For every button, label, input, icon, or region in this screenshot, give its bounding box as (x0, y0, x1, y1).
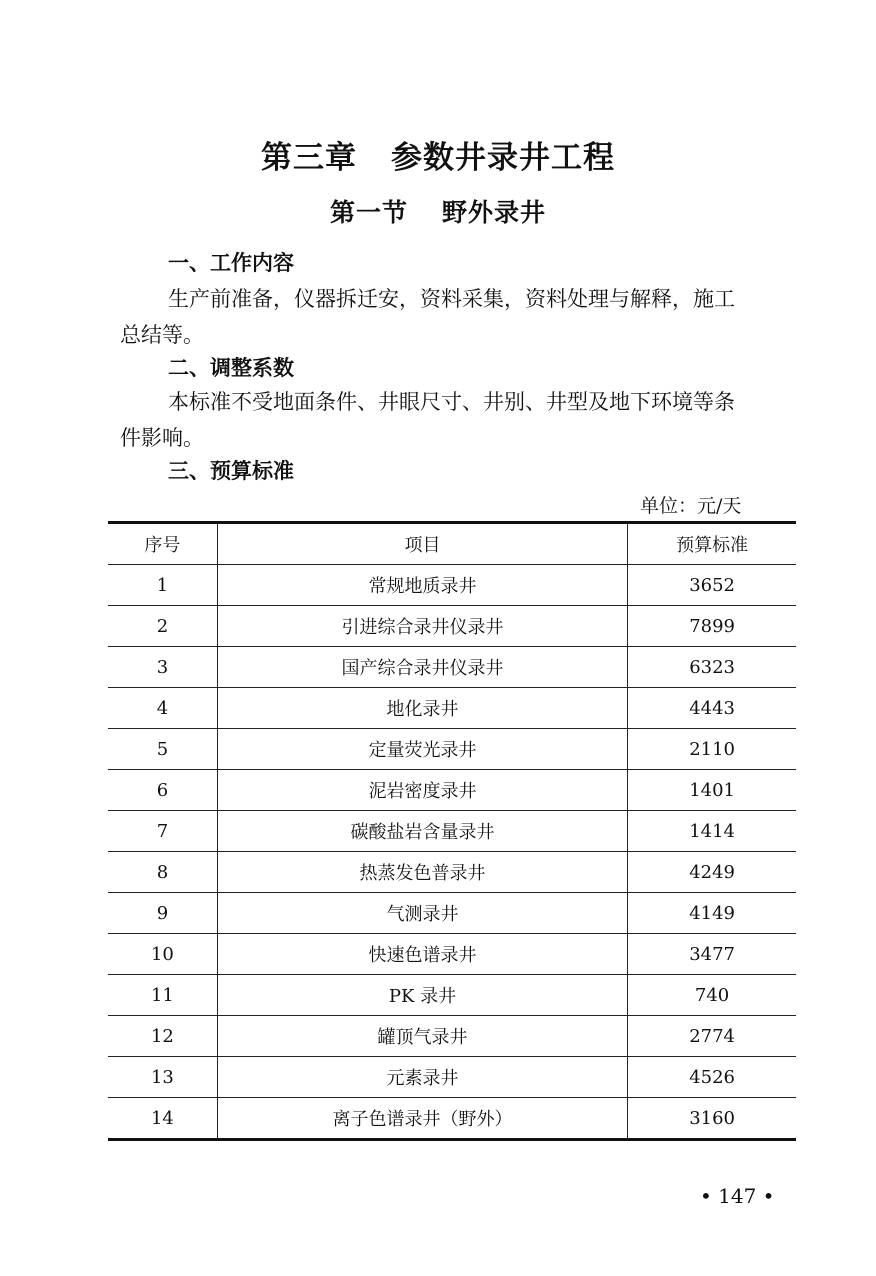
cell-item: 引进综合录井仪录井 (217, 606, 627, 647)
chapter-prefix: 第三章 (261, 140, 357, 176)
header-item: 项目 (217, 523, 627, 565)
table-row (108, 606, 796, 647)
table-row (108, 647, 796, 688)
heading-adjustment-factor: 二、调整系数 (168, 355, 294, 380)
cell-no: 2 (108, 606, 217, 647)
cell-no: 7 (108, 811, 217, 852)
cell-value: 1414 (628, 811, 796, 852)
cell-value: 2774 (628, 1016, 796, 1057)
cell-no: 5 (108, 729, 217, 770)
cell-value: 7899 (628, 606, 796, 647)
cell-item: 泥岩密度录井 (217, 770, 627, 811)
table-row (108, 1057, 796, 1098)
paragraph-line: 本标准不受地面条件、井眼尺寸、井别、井型及地下环境等条 (168, 390, 735, 414)
cell-item: 离子色谱录井（野外） (217, 1098, 627, 1140)
paragraph-work-content (120, 281, 786, 353)
cell-item: 定量荧光录井 (217, 729, 627, 770)
heading-budget-standard: 三、预算标准 (168, 458, 294, 483)
heading-work-content: 一、工作内容 (168, 250, 294, 275)
chapter-name: 参数井录井工程 (391, 140, 615, 176)
budget-table (108, 521, 796, 1141)
cell-item: 气测录井 (217, 893, 627, 934)
cell-no: 3 (108, 647, 217, 688)
cell-no: 1 (108, 565, 217, 606)
cell-item: 碳酸盐岩含量录井 (217, 811, 627, 852)
cell-no: 11 (108, 975, 217, 1016)
cell-no: 8 (108, 852, 217, 893)
paragraph-line: 总结等。 (120, 323, 204, 347)
section-prefix: 第一节 (329, 198, 408, 227)
table-row (108, 729, 796, 770)
cell-no: 10 (108, 934, 217, 975)
table-header-row (108, 523, 796, 565)
cell-value: 3160 (628, 1098, 796, 1140)
cell-value: 3477 (628, 934, 796, 975)
table-row (108, 688, 796, 729)
cell-no: 4 (108, 688, 217, 729)
header-value: 预算标准 (628, 523, 796, 565)
table-row (108, 565, 796, 606)
cell-no: 6 (108, 770, 217, 811)
cell-value: 4249 (628, 852, 796, 893)
cell-item: 地化录井 (217, 688, 627, 729)
table-row (108, 811, 796, 852)
table-row (108, 934, 796, 975)
table-row (108, 852, 796, 893)
table-row (108, 975, 796, 1016)
cell-no: 12 (108, 1016, 217, 1057)
paragraph-line: 生产前准备，仪器拆迁安，资料采集，资料处理与解释，施工 (168, 287, 735, 311)
paragraph-line: 件影响。 (120, 426, 204, 450)
cell-item: 国产综合录井仪录井 (217, 647, 627, 688)
table-row (108, 1016, 796, 1057)
cell-no: 14 (108, 1098, 217, 1140)
section-title (0, 193, 876, 229)
unit-label: 单位：元/天 (640, 495, 742, 517)
cell-value: 3652 (628, 565, 796, 606)
cell-value: 740 (628, 975, 796, 1016)
cell-value: 4526 (628, 1057, 796, 1098)
page-number: • 147 • (700, 1184, 775, 1208)
table-row (108, 893, 796, 934)
cell-value: 4149 (628, 893, 796, 934)
table-row (108, 770, 796, 811)
cell-no: 9 (108, 893, 217, 934)
section-name: 野外录井 (442, 198, 547, 227)
cell-item: PK 录井 (217, 975, 627, 1016)
paragraph-adjustment-factor (120, 384, 786, 456)
cell-item: 热蒸发色普录井 (217, 852, 627, 893)
cell-value: 6323 (628, 647, 796, 688)
cell-value: 1401 (628, 770, 796, 811)
table-row (108, 1098, 796, 1140)
cell-value: 4443 (628, 688, 796, 729)
cell-item: 罐顶气录井 (217, 1016, 627, 1057)
cell-item: 常规地质录井 (217, 565, 627, 606)
cell-no: 13 (108, 1057, 217, 1098)
cell-value: 2110 (628, 729, 796, 770)
chapter-title (0, 132, 876, 177)
cell-item: 元素录井 (217, 1057, 627, 1098)
header-no: 序号 (108, 523, 217, 565)
cell-item: 快速色谱录井 (217, 934, 627, 975)
